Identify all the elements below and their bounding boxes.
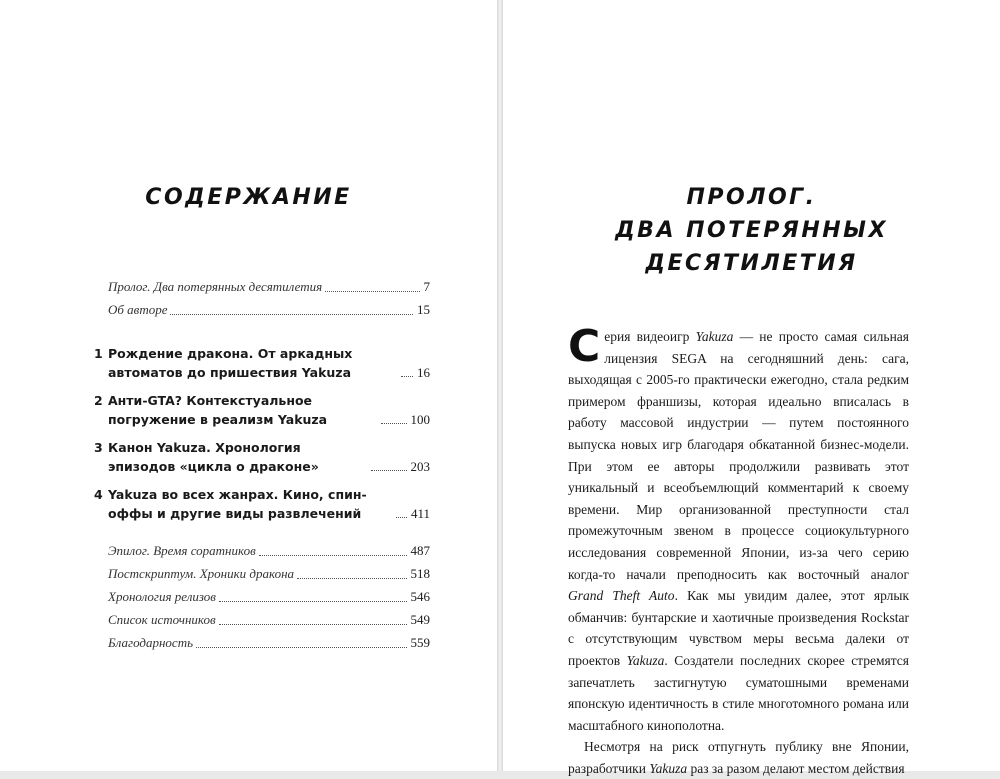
italic-title: Yakuza [649, 760, 688, 776]
toc-page-number: 7 [423, 279, 430, 294]
toc-entry-label: Постскриптум. Хроники дракона [108, 566, 295, 581]
chapter-title: Yakuza во всех жанрах. Кино, спин-оффы и другие виды развлечений [108, 487, 367, 521]
chapter-number: 2 [94, 393, 103, 408]
toc-entry-label: Эпилог. Время соратников [108, 543, 256, 558]
chapter-title: Канон Yakuza. Хронология эпизодов «цикла о драконе» [108, 440, 319, 474]
text-run: ерия видеоигр [604, 329, 696, 344]
toc-page-number: 549 [410, 612, 430, 627]
toc-entry-release-chronology[interactable] [108, 586, 430, 607]
dot-leader [401, 376, 413, 377]
toc-chapter-2[interactable] [94, 391, 430, 429]
toc-chapter-4[interactable] [94, 485, 430, 523]
chapter-number: 3 [94, 440, 103, 455]
dot-leader [297, 578, 406, 579]
contents-page [0, 0, 497, 771]
spacer [108, 322, 430, 344]
dot-leader [371, 470, 407, 471]
prologue-heading-line: ДВА ПОТЕРЯННЫХ [615, 218, 888, 243]
toc-chapter-1[interactable] [94, 344, 430, 382]
toc-entry-label: Список источников [108, 612, 216, 627]
text-run: . Создатели последних скорее стремятся запечатлеть застигнутую суматошными временами японскую идентичность в стиле многотомного романа или масштабного кинополотна. [568, 652, 910, 733]
toc-entry-label: Хронология релизов [108, 589, 216, 604]
dot-leader [219, 601, 407, 602]
dot-leader [259, 555, 407, 556]
text-run: Несмотря на риск отпугнуть публику вне Японии, разработчики [568, 739, 909, 776]
toc-entry-postscript[interactable] [108, 563, 430, 584]
toc-entry-label: Благодарность [108, 635, 193, 650]
toc-page-number: 487 [410, 543, 430, 558]
prologue-heading-line: ПРОЛОГ. [686, 185, 817, 210]
toc-entry-label: Пролог. Два потерянных десятилетия [108, 279, 323, 294]
chapter-title: Анти-GTA? Контекстуальное погружение в реализм Yakuza [108, 393, 328, 427]
dot-leader [196, 647, 407, 648]
toc-page-number: 559 [410, 635, 430, 650]
spacer [108, 532, 430, 540]
dot-leader [381, 423, 407, 424]
toc-entry-prologue[interactable] [108, 276, 430, 297]
italic-title: Yakuza [626, 652, 665, 668]
chapter-number: 4 [94, 487, 103, 502]
dot-leader [396, 517, 407, 518]
text-run: . Как мы увидим далее, этот ярлык обманчив: бунтарские и хаотичные произведения Rockstar с отсутствующим чувством меры весьма далеки от проектов [568, 588, 910, 668]
toc-page-number: 15 [417, 302, 430, 317]
dot-leader [219, 624, 407, 625]
text-run: — не просто самая сильная лицензия SEGA на сегодняшний день: сага, выходящая с 2005-го практически ежегодно, стала редким примером франшизы, которая идеально вписалась в работу массовой индустрии — путем постоянного выпуска новых игр благодаря обкатанной бизнес-модели. При этом ее авторы продолжили развивать этот уникальный и всеобъемлющий комментарий к своему времени. Мир организованной преступности стал промежуточным звеном в процессе социокультурного исследования современной Японии, из-за чего серию когда-то начали преподносить как восточный аналог [568, 329, 909, 582]
toc-page-number: 16 [417, 365, 430, 380]
prologue-body [568, 321, 910, 779]
toc-entry-sources[interactable] [108, 609, 430, 630]
contents-heading: СОДЕРЖАНИЕ [145, 185, 352, 210]
paragraph [568, 321, 910, 736]
toc-page-number: 203 [410, 459, 430, 474]
toc-chapter-3[interactable] [94, 438, 430, 476]
toc-entry-label: Об авторе [108, 302, 168, 317]
text-run: раз за разом делают местом действия [687, 760, 905, 776]
toc-entry-about-author[interactable] [108, 299, 430, 320]
paragraph [568, 736, 909, 779]
toc-entry-acknowledgements[interactable] [108, 632, 430, 653]
prologue-heading [503, 181, 1000, 280]
prologue-page [503, 0, 1000, 776]
toc-page-number: 546 [410, 589, 430, 604]
chapter-number: 1 [94, 346, 103, 361]
drop-cap: С [568, 321, 601, 372]
toc-page-number: 100 [410, 412, 430, 427]
prologue-heading-line: ДЕСЯТИЛЕТИЯ [645, 251, 858, 276]
italic-title: Yakuza [695, 329, 734, 344]
dot-leader [325, 291, 419, 292]
chapter-title: Рождение дракона. От аркадных автоматов до пришествия Yakuza [108, 346, 353, 380]
table-of-contents [94, 276, 430, 655]
dot-leader [170, 314, 413, 315]
italic-title: Grand Theft Auto [568, 588, 675, 604]
toc-page-number: 411 [410, 506, 430, 521]
toc-page-number: 518 [410, 566, 430, 581]
toc-entry-epilogue[interactable] [108, 540, 430, 561]
